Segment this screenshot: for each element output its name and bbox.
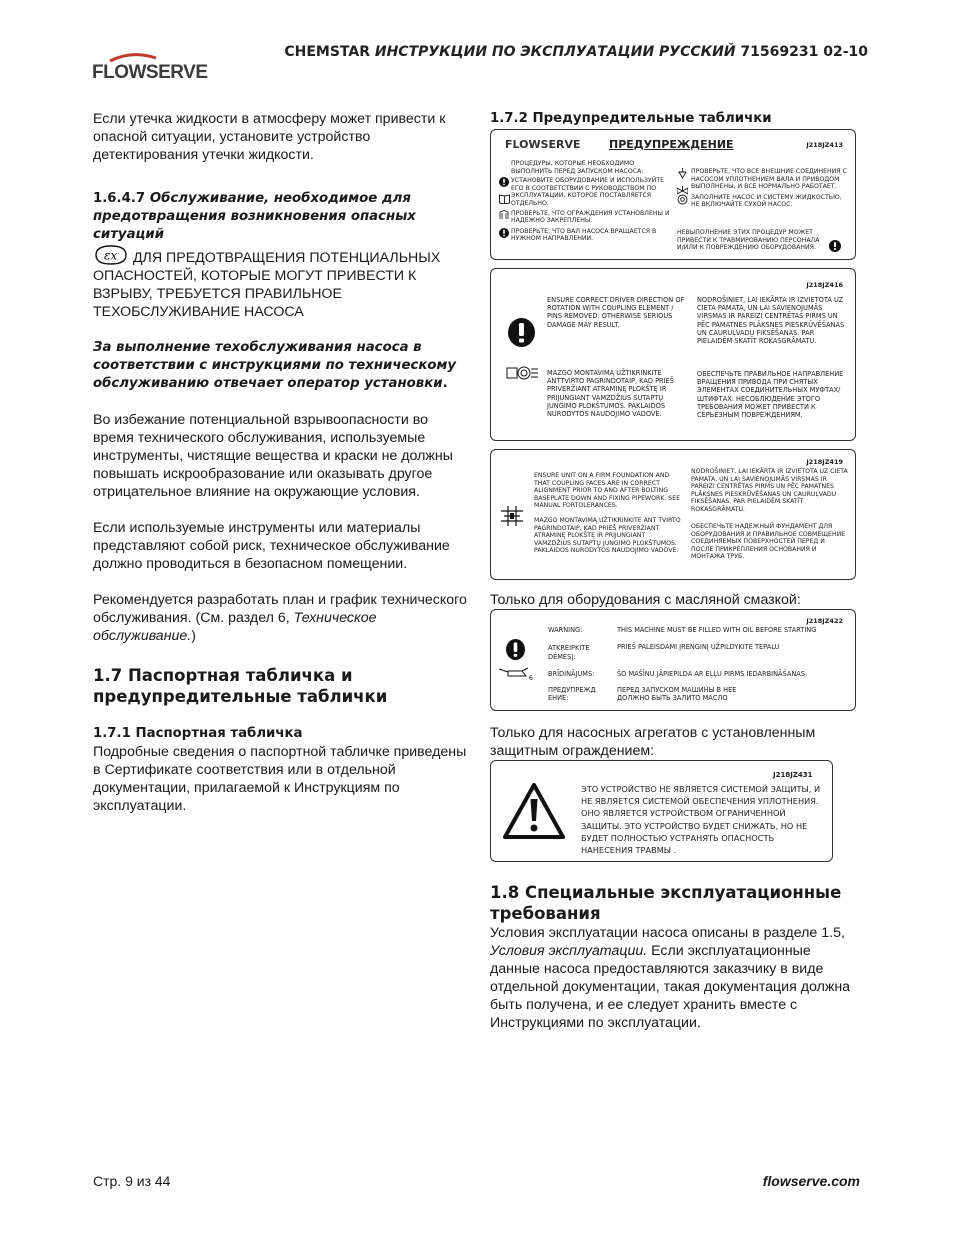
sign4-row: WARNING: THIS MACHINE MUST BE FILLED WITH OIL BEFORE STARTING	[548, 626, 817, 634]
section-18-heading: 1.8 Специальные эксплуатационные требования	[490, 883, 842, 923]
exclamation-icon	[499, 228, 509, 238]
sign1-code: J218JZ413	[806, 141, 843, 149]
sign3-lv: NODROŠINIET, LAI IEKĀRTA IR IZVIETOTA UZ CIETA PAMATA, UN LAI SAVIENOJUMĀS VIRSMAS IR PAREIZI CENTRĒTAS PIRMS UN PĒC PAMATNES PLĀKSNES PIESKRŪVĒŠANAS UN CAURUĻVADU FIKSĒŠANAS. PAR PIELAIDĒM SKATĪT ROKASGRĀMATU.	[691, 468, 848, 513]
warning-sign-5	[490, 760, 833, 862]
sign3-ru: ОБЕСПЕЧЬТЕ НАДЕЖНЫЙ ФУНДАМЕНТ ДЛЯ ОБОРУДОВАНИЯ И ПРАВИЛЬНОЕ СОВМЕЩЕНИЕ СОЕДИНЯЕМЫХ ПОВЕРХНОСТЕЙ ПЕРЕД И ПОСЛЕ ПРИКРЕПЛЕНИЯ ОСНОВАНИЯ И МОНТАЖА ТРУБ.	[691, 523, 846, 561]
sign1-right-line1: ПРОВЕРЬТЕ, ЧТО ВСЕ ВНЕШНИЕ СОЕДИНЕНИЯ С НАСОСОМ УПЛОТНЕНИЕМ ВАЛА И ПРИВОДОМ ВЫПОЛНЕНЫ, И ВСЕ НОРМАЛЬНО РАБОТАЕТ.	[691, 168, 847, 191]
paragraph-tools: Во избежание потенциальной взрывоопасности во время технического обслуживания, используемые инструменты, чистящие вещества и краски не должны повышать искрообразование или оказывать другое отрицательное влияние на окружающие условия.	[93, 412, 453, 500]
oil-caption: Только для оборудования с масляной смазкой:	[490, 592, 801, 608]
page-number: Стр. 9 из 44	[93, 1173, 171, 1189]
sign2-lt: MAZGO MONTAVIMĄ UŽTIKRINKITE ANTTVIRTO PAGRINDOTAIP, KAD PRIEŠ PRIVERŽIANT ATRAMINĘ PLOKŠTĘ IR PRIJUNGIANT VAMZDŽIUS SUTAPTŲ JUNGIMO PLOKŠTUMOS. PAKLAIDOS NURODYTOS NAUDOJIMO VADOVE.	[547, 369, 674, 419]
coupling-icon	[505, 365, 539, 381]
sign4-code: J218JZ422	[806, 617, 843, 625]
footer-website[interactable]: flowserve.com	[762, 1173, 860, 1189]
left-column	[93, 110, 469, 815]
paragraph-safe-area: Если используемые инструменты или материалы представляют собой риск, техническое обслуживание должно проводиться в безопасном помещении.	[93, 520, 450, 572]
section-1647-heading: 1.6.4.7 Обслуживание, необходимое для предотвращения возникновения опасных ситуаций	[93, 191, 416, 242]
svg-text:εx: εx	[104, 248, 118, 263]
exclamation-icon	[829, 240, 841, 252]
guard-icon	[499, 210, 509, 220]
ex-warning-text: ДЛЯ ПРЕДОТВРАЩЕНИЯ ПОТЕНЦИАЛЬНЫХ ОПАСНОСТЕЙ, КОТОРЫЕ МОГУТ ПРИВЕСТИ К ВЗРЫВУ, ТРЕБУЕТСЯ ПРАВИЛЬНОЕ ТЕХОБСЛУЖИВАНИЕ НАСОСА	[93, 250, 441, 320]
sign5-code: J218JZ431	[773, 771, 813, 779]
warning-sign-3	[490, 449, 856, 580]
sign1-line1: ПРОЦЕДУРЫ, КОТОРЫЕ НЕОБХОДИМО ВЫПОЛНИТЬ ПЕРЕД ЗАПУСКОМ НАСОСА:	[511, 160, 644, 175]
exclamation-icon	[508, 318, 535, 347]
sign2-lv: NODROŠINIET, LAI IEKĀRTA IR IZVIETOTA UZ CIETA PAMATA, UN LAI SAVIENOJUMĀS VIRSMAS IR PAREIZI CENTRĒTAS PIRMS UN PĒC PAMATNES PLĀKSNES PIESKRŪVĒŠANAS UN CAURUĻVADU FIKSĒŠANAS. PAR PIELAIDĒM SKATĪT ROKASGRĀMATU.	[697, 296, 845, 346]
exclamation-icon	[499, 177, 509, 187]
pump-icon	[677, 194, 688, 205]
paragraph-nameplate: Подробные сведения о паспортной табличке приведены в Сертификате соответствия или в отдельной документации, прилагаемой к Инструкциям по эксплуатации.	[93, 744, 467, 814]
sign4-row: ATKREIPKITE DĖMESĮ: PRIEŠ PALEISDAMI ĮRENGINĮ UŽPILDYKITE TEPALU	[548, 643, 780, 661]
sign4-row: BRĪDINĀJUMS: ŠO MAŠĪNU JĀPIEPILDA AR EĻĻU PIRMS IEDARBINĀŠANAS.	[548, 669, 808, 678]
sign1-left-block	[497, 160, 675, 243]
sign1-line3: ПРОВЕРЬТЕ, ЧТО ОГРАЖДЕНИЯ УСТАНОВЛЕНЫ И НАДЕЖНО ЗАКРЕПЛЕНЫ.	[511, 209, 670, 225]
paragraph-leak: Если утечка жидкости в атмосферу может привести к опасной ситуации, установите устройство детектирования утечки жидкости.	[93, 111, 446, 163]
sign1-right-block	[677, 168, 847, 209]
warning-sign-4	[490, 609, 856, 711]
sign1-heading: ПРЕДУПРЕЖДЕНИЕ	[609, 138, 734, 151]
header-doc-title: ИНСТРУКЦИИ ПО ЭКСПЛУАТАЦИИ РУССКИЙ	[374, 44, 736, 60]
section-172-heading-wrap	[490, 110, 860, 128]
sign5-text: ЭТО УСТРОЙСТВО НЕ ЯВЛЯЕТСЯ СИСТЕМОЙ ЗАЩИТЫ, И НЕ ЯВЛЯЕТСЯ СИСТЕМОЙ ОБЕСПЕЧЕНИЯ УПЛОТНЕНИЯ. ОНО ЯВЛЯЕТСЯ УСТРОЙСТВОМ ОГРАНИЧЕННОЙ ЗАЩИТЫ. ЭТО УСТРОЙСТВО БУДЕТ СНИЖАТЬ, НО НЕ БУДЕТ ПОЛНОСТЬЮ УСТРАНЯТЬ ОПАСНОСТЬ НАНЕСЕНИЯ ТРАВМЫ .	[581, 784, 821, 856]
paragraph-plan: Рекомендуется разработать план и график технического обслуживания. (См. раздел 6, Техническое обслуживание.)	[93, 592, 467, 644]
guard-caption: Только для насосных агрегатов с установленным защитным ограждением:	[490, 725, 816, 759]
sign1-line4: ПРОВЕРЬТЕ, ЧТО ВАЛ НАСОСА ВРАЩАЕТСЯ В НУЖНОМ НАПРАВЛЕНИИ.	[511, 227, 657, 243]
operator-responsibility: За выполнение техобслуживания насоса в соответствии с инструкциями по техническому обслуживанию отвечает оператор установки.	[93, 340, 457, 391]
section-171-heading: 1.7.1 Паспортная табличка	[93, 726, 303, 741]
logo-text: FLOWSERVE	[92, 62, 208, 83]
sign1-logo: FLOWSERVE	[505, 138, 581, 151]
section-18	[490, 882, 862, 1032]
ex-explosion-icon	[93, 244, 129, 266]
header-product: CHEMSTAR	[284, 44, 370, 60]
section-172-heading: 1.7.2 Предупредительные таблички	[490, 111, 772, 126]
exclamation-icon	[506, 639, 525, 660]
alignment-icon	[500, 505, 524, 527]
header-doc-number: 71569231 02-10	[740, 44, 868, 60]
sign2-ru: ОБЕСПЕЧЬТЕ ПРАВИЛЬНОЕ НАПРАВЛЕНИЕ ВРАЩЕНИЯ ПРИВОДА ПРИ СНЯТЫХ ЭЛЕМЕНТАХ СОЕДИНИТЕЛЬНЫХ МУФТАХ/ШТИФТАХ: НЕСОБЛЮДЕНИЕ ЭТОГО ТРЕБОВАНИЯ МОЖЕТ ПРИВЕСТИ К СЕРЬЕЗНЫМ ПОВРЕЖДЕНИЯМ.	[697, 370, 844, 420]
paragraph-operating-conditions: Условия эксплуатации насоса описаны в разделе 1.5, Условия эксплуатации. Если эксплуатационные данные насоса предоставляются заказчику в виде отдельной документации, такая документация должна быть получена, и ее следует хранить вместе с Инструкциями по эксплуатации.	[490, 925, 851, 1031]
sign4-row: ПРЕДУПРЕЖД ЕНИЕ: ПЕРЕД ЗАПУСКОМ МАШИНЫ В НЕЕ ДОЛЖНО БЫТЬ ЗАЛИТО МАСЛО	[548, 685, 737, 702]
sign1-right-line3: НЕВЫПОЛНЕНИЕ ЭТИХ ПРОЦЕДУР МОЖЕТ ПРИВЕСТИ К ТРАВМИРОВАНИЮ ПЕРСОНАЛА И/ИЛИ К ПОВРЕЖДЕНИЮ ОБОРУДОВАНИЯ.	[677, 229, 820, 252]
sign1-right-line2: ЗАПОЛНИТЕ НАСОС И СИСТЕМУ ЖИДКОСТЬЮ, НЕ ВКЛЮЧАЙТЕ СУХОЙ НАСОС.	[691, 193, 842, 209]
sign3-code: J218JZ419	[806, 458, 843, 466]
sign2-en: ENSURE CORRECT DRIVER DIRECTION OF ROTATION WITH COUPLING ELEMENT / PINS REMOVED: OTHERWISE SERIOUS DAMAGE MAY RESULT.	[547, 296, 685, 329]
warning-sign-1	[490, 129, 856, 260]
oil-can-icon	[498, 667, 536, 681]
sign3-lt: MAZGO MONTAVIMĄ UŽTIKRINKITE ANT TVIRTO PAGRINDOTAIP, KAD PRIEŠ PRIVERŽIANT ATRAMINĘ PLOKŠTĘ IR PRIJUNGIANT VAMZDŽIUS SUTAPTŲ JUNGIMO PLOKŠTUMOS. PAKLAIDOS NURODYTOS NAUDOJIMO VADOVE.	[534, 517, 681, 555]
warning-triangle-icon	[503, 783, 565, 839]
sign4-rows	[548, 626, 848, 705]
sign1-line2: УСТАНОВИТЕ ОБОРУДОВАНИЕ И ИСПОЛЬЗУЙТЕ ЕГО В СООТВЕТСТВИИ С РУКОВОДСТВОМ ПО ЭКСПЛУАТАЦИИ, КОТОРОЕ ПОСТАВЛЯЕТСЯ ОТДЕЛЬНО.	[511, 177, 665, 207]
valve-icon	[678, 168, 687, 179]
sign2-code: J218JZ416	[806, 281, 843, 289]
sign3-en: ENSURE UNIT ON A FIRM FOUNDATION AND THAT COUPLING FACES ARE IN CORRECT ALIGNMENT PRIOR TO AND AFTER BOLTING BASEPLATE DOWN AND FIXING PIPEWORK. SEE MANUAL FORTOLERANCES.	[534, 472, 681, 510]
svg-text:6: 6	[529, 675, 533, 681]
book-icon	[499, 194, 510, 204]
warning-sign-2	[490, 268, 856, 441]
logo-swoosh-icon	[92, 52, 207, 62]
ex-warning	[93, 244, 469, 321]
section-17-heading: 1.7 Паспортная табличка и предупредительные таблички	[93, 666, 388, 706]
flowserve-logo	[92, 52, 207, 84]
document-header	[284, 44, 868, 60]
